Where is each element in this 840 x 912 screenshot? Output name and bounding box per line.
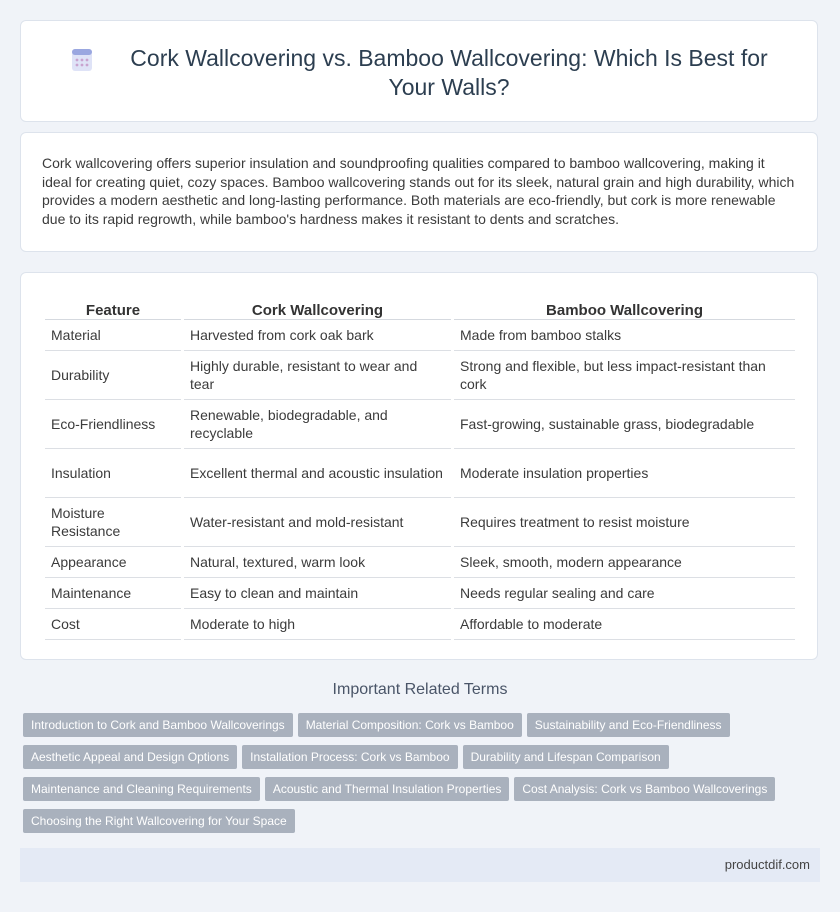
cork-cell: Excellent thermal and acoustic insulation: [184, 449, 451, 498]
header-cork: Cork Wallcovering: [184, 295, 451, 320]
bamboo-cell: Affordable to moderate: [454, 609, 795, 640]
tag-link[interactable]: Material Composition: Cork vs Bamboo: [298, 713, 522, 737]
bamboo-cell: Requires treatment to resist moisture: [454, 498, 795, 547]
feature-cell: Durability: [45, 351, 181, 400]
bamboo-cell: Made from bamboo stalks: [454, 320, 795, 351]
tag-link[interactable]: Durability and Lifespan Comparison: [463, 745, 669, 769]
tag-link[interactable]: Introduction to Cork and Bamboo Wallcoverings: [23, 713, 293, 737]
intro-paragraph: Cork wallcovering offers superior insulation and soundproofing qualities compared to bamboo wallcovering, making it ideal for creating quiet, cozy spaces. Bamboo wallcovering stands out for its sleek, natural grain and high durability, which provides a modern aesthetic and long-lasting performance. Both materials are eco-friendly, but cork is more renewable due to its rapid regrowth, while bamboo's hardness makes it resistant to dents and scratches.: [42, 155, 795, 227]
cork-cell: Harvested from cork oak bark: [184, 320, 451, 351]
table-row: [45, 400, 795, 449]
cork-cell: Easy to clean and maintain: [184, 578, 451, 609]
header-bamboo: Bamboo Wallcovering: [454, 295, 795, 320]
footer-site[interactable]: productdif.com: [724, 857, 810, 872]
bamboo-cell: Moderate insulation properties: [454, 449, 795, 498]
feature-cell: Material: [45, 320, 181, 351]
table-row: [45, 609, 795, 640]
table-row: [45, 351, 795, 400]
footer: [20, 848, 820, 882]
tag-link[interactable]: Sustainability and Eco-Friendliness: [527, 713, 730, 737]
cork-cell: Highly durable, resistant to wear and tear: [184, 351, 451, 400]
tag-link[interactable]: Maintenance and Cleaning Requirements: [23, 777, 260, 801]
bamboo-cell: Fast-growing, sustainable grass, biodegradable: [454, 400, 795, 449]
bamboo-cell: Strong and flexible, but less impact-resistant than cork: [454, 351, 795, 400]
table-row: [45, 498, 795, 547]
feature-cell: Eco-Friendliness: [45, 400, 181, 449]
cork-cell: Renewable, biodegradable, and recyclable: [184, 400, 451, 449]
cork-cell: Natural, textured, warm look: [184, 547, 451, 578]
bamboo-cell: Sleek, smooth, modern appearance: [454, 547, 795, 578]
table-row: [45, 578, 795, 609]
feature-cell: Cost: [45, 609, 181, 640]
title-card: [20, 20, 818, 122]
tag-link[interactable]: Installation Process: Cork vs Bamboo: [242, 745, 457, 769]
header-feature: Feature: [45, 295, 181, 320]
feature-cell: Appearance: [45, 547, 181, 578]
tag-link[interactable]: Choosing the Right Wallcovering for Your Space: [23, 809, 295, 833]
tag-link[interactable]: Cost Analysis: Cork vs Bamboo Wallcoverings: [514, 777, 775, 801]
tag-link[interactable]: Acoustic and Thermal Insulation Properties: [265, 777, 510, 801]
cork-cell: Water-resistant and mold-resistant: [184, 498, 451, 547]
bamboo-cell: Needs regular sealing and care: [454, 578, 795, 609]
table-row: [45, 547, 795, 578]
related-terms-heading: Important Related Terms: [332, 681, 508, 698]
table-row: [45, 449, 795, 498]
cork-cell: Moderate to high: [184, 609, 451, 640]
document-icon: [70, 48, 94, 72]
comparison-card: [20, 272, 818, 660]
feature-cell: Maintenance: [45, 578, 181, 609]
tag-link[interactable]: Aesthetic Appeal and Design Options: [23, 745, 237, 769]
intro-card: [20, 132, 818, 252]
related-tags: [23, 713, 813, 841]
table-row: [45, 320, 795, 351]
comparison-table: [42, 295, 798, 640]
feature-cell: Insulation: [45, 449, 181, 498]
page-title: Cork Wallcovering vs. Bamboo Wallcovering: Which Is Best for Your Walls?: [130, 45, 768, 100]
feature-cell: Moisture Resistance: [45, 498, 181, 547]
